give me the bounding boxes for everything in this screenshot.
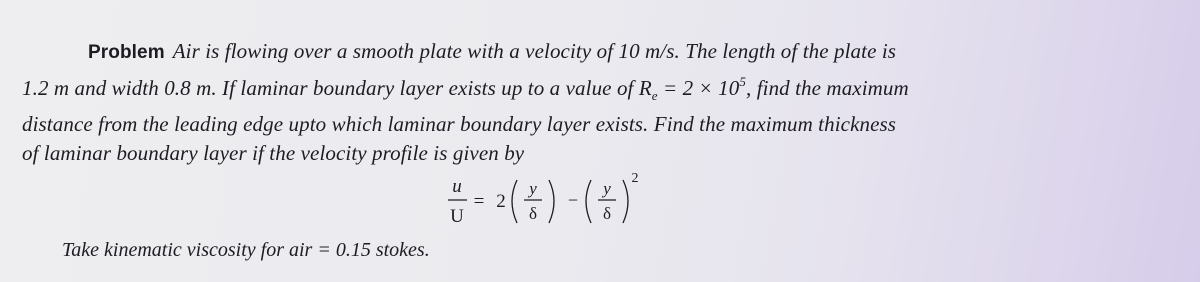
reynolds-subscript: e — [651, 88, 658, 103]
problem-line-1 — [22, 37, 1182, 67]
formula-exponent: 2 — [631, 171, 639, 186]
formula-delta-1: δ — [528, 204, 538, 223]
formula-minus: − — [567, 190, 579, 210]
formula-equals: = — [473, 191, 485, 212]
problem-statement — [22, 37, 1182, 168]
formula-left-paren-2 — [586, 180, 591, 223]
velocity-profile-formula — [445, 168, 695, 238]
formula-numerator-u: u — [452, 176, 462, 197]
problem-text-line-2b: = 2 × 10 — [657, 76, 740, 100]
formula-graphic — [445, 168, 695, 238]
formula-right-paren-1 — [549, 180, 554, 223]
problem-text-line-2c: , find the maximum — [746, 76, 909, 100]
viscosity-note: Take kinematic viscosity for air = 0.15 stokes. — [62, 239, 430, 261]
problem-text-line-2a: 1.2 m and width 0.8 m. If laminar boundary layer exists up to a value of R — [22, 76, 652, 100]
formula-delta-2: δ — [602, 204, 612, 223]
power-superscript: 5 — [739, 74, 746, 89]
problem-text-line-1: Air is flowing over a smooth plate with a velocity of 10 m/s. The length of the plate is — [172, 39, 897, 63]
formula-y-1: y — [529, 179, 537, 198]
formula-denominator-U: U — [450, 206, 464, 227]
formula-y-2: y — [603, 179, 611, 198]
formula-coefficient: 2 — [496, 191, 506, 212]
problem-label: Problem — [88, 42, 165, 63]
formula-left-paren-1 — [512, 180, 517, 223]
problem-line-2 — [22, 67, 1182, 110]
formula-right-paren-2 — [623, 180, 628, 223]
problem-line-3: distance from the leading edge upto which laminar boundary layer exists. Find the maximum thickness — [22, 112, 897, 136]
problem-line-4: of laminar boundary layer if the velocity profile is given by — [22, 141, 525, 165]
